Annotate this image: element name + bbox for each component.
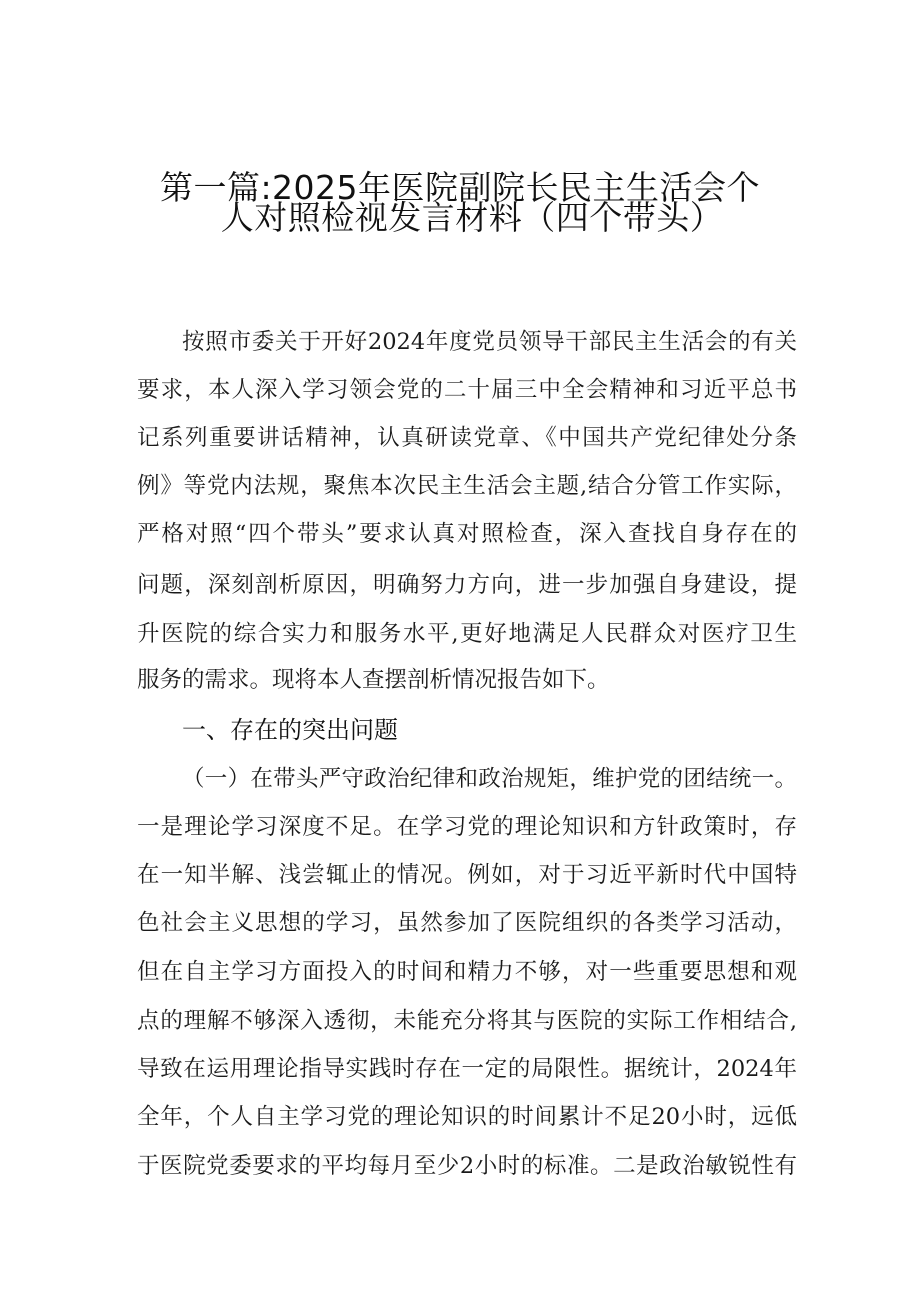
body-paragraph-line: 于医院党委要求的平均每月至少2小时的标准。二是政治敏锐性有 <box>137 1153 797 1179</box>
body-paragraph-line: （一）在带头严守政治纪律和政治规矩，维护党的团结统一。 <box>182 766 797 792</box>
intro-paragraph-line: 要求，本人深入学习领会党的二十届三中全会精神和习近平总书 <box>137 377 797 403</box>
intro-paragraph-line: 严格对照“四个带头”要求认真对照检查，深入查找自身存在的 <box>137 521 797 547</box>
body-paragraph-line: 点的理解不够深入透彻，未能充分将其与医院的实际工作相结合, <box>137 1008 797 1034</box>
intro-paragraph-line: 例》等党内法规，聚焦本次民主生活会主题,结合分管工作实际， <box>137 473 797 499</box>
document-title-line-1: 第一篇:2025年医院副院长民主生活会个 <box>159 168 761 207</box>
intro-paragraph-line: 问题，深刻剖析原因，明确努力方向，进一步加强自身建设，提 <box>137 572 797 598</box>
body-paragraph-line: 色社会主义思想的学习，虽然参加了医院组织的各类学习活动， <box>137 910 797 936</box>
section-heading: 一、存在的突出问题 <box>182 716 398 744</box>
body-paragraph-line: 导致在运用理论指导实践时存在一定的局限性。据统计，2024年 <box>137 1056 797 1082</box>
body-paragraph-line: 但在自主学习方面投入的时间和精力不够，对一些重要思想和观 <box>137 959 797 985</box>
body-paragraph-line: 一是理论学习深度不足。在学习党的理论知识和方针政策时，存 <box>137 814 797 840</box>
intro-paragraph-line: 记系列重要讲话精神，认真研读党章、《中国共产党纪律处分条 <box>137 425 797 451</box>
document-title-line-2: 人对照检视发言材料（四个带头） <box>220 198 724 237</box>
intro-paragraph-line: 升医院的综合实力和服务水平,更好地满足人民群众对医疗卫生 <box>137 621 797 647</box>
body-paragraph-line: 在一知半解、浅尝辄止的情况。例如，对于习近平新时代中国特 <box>137 862 797 888</box>
intro-paragraph-line: 服务的需求。现将本人查摆剖析情况报告如下。 <box>137 667 610 693</box>
body-paragraph-line: 全年，个人自主学习党的理论知识的时间累计不足20小时，远低 <box>137 1104 797 1130</box>
intro-paragraph-line: 按照市委关于开好2024年度党员领导干部民主生活会的有关 <box>182 329 797 355</box>
